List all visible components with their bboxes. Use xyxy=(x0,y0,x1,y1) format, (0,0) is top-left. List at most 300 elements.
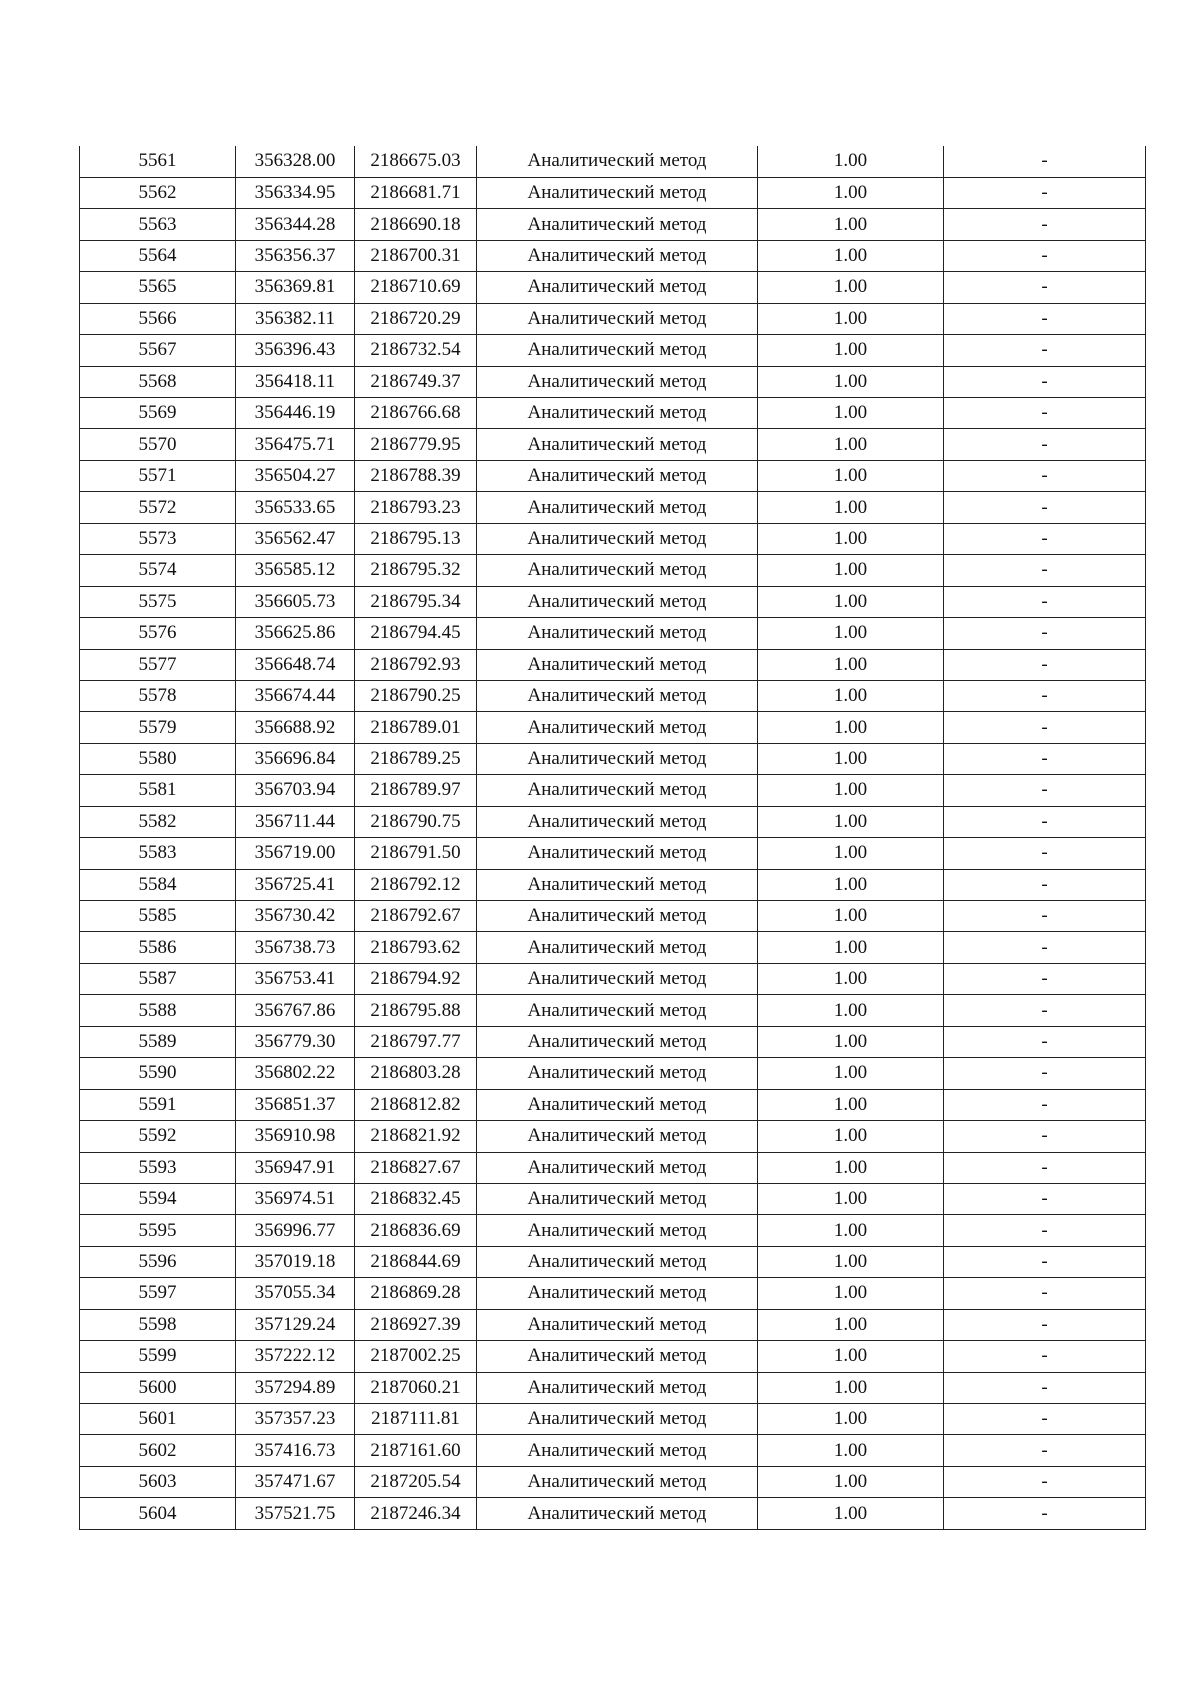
method-cell: Аналитический метод xyxy=(477,1121,758,1152)
point-number-cell: 5563 xyxy=(80,209,236,240)
precision-cell: 1.00 xyxy=(758,1309,944,1340)
y-coordinate-cell: 2186797.77 xyxy=(355,1026,477,1057)
precision-cell: 1.00 xyxy=(758,932,944,963)
precision-cell: 1.00 xyxy=(758,1498,944,1529)
table-row xyxy=(80,429,1146,460)
method-cell: Аналитический метод xyxy=(477,1215,758,1246)
method-cell: Аналитический метод xyxy=(477,680,758,711)
description-cell: - xyxy=(944,272,1146,303)
y-coordinate-cell: 2186690.18 xyxy=(355,209,477,240)
x-coordinate-cell: 357416.73 xyxy=(236,1435,355,1466)
y-coordinate-cell: 2186793.62 xyxy=(355,932,477,963)
y-coordinate-cell: 2186827.67 xyxy=(355,1152,477,1183)
table-row xyxy=(80,963,1146,994)
method-cell: Аналитический метод xyxy=(477,1026,758,1057)
x-coordinate-cell: 356475.71 xyxy=(236,429,355,460)
precision-cell: 1.00 xyxy=(758,1026,944,1057)
table-row xyxy=(80,177,1146,208)
y-coordinate-cell: 2187002.25 xyxy=(355,1341,477,1372)
table-row xyxy=(80,1246,1146,1277)
precision-cell: 1.00 xyxy=(758,398,944,429)
point-number-cell: 5597 xyxy=(80,1278,236,1309)
x-coordinate-cell: 356396.43 xyxy=(236,335,355,366)
description-cell: - xyxy=(944,1309,1146,1340)
y-coordinate-cell: 2187111.81 xyxy=(355,1404,477,1435)
point-number-cell: 5564 xyxy=(80,240,236,271)
point-number-cell: 5567 xyxy=(80,335,236,366)
y-coordinate-cell: 2186792.67 xyxy=(355,901,477,932)
method-cell: Аналитический метод xyxy=(477,1183,758,1214)
point-number-cell: 5582 xyxy=(80,806,236,837)
method-cell: Аналитический метод xyxy=(477,492,758,523)
y-coordinate-cell: 2186792.12 xyxy=(355,869,477,900)
method-cell: Аналитический метод xyxy=(477,555,758,586)
precision-cell: 1.00 xyxy=(758,618,944,649)
description-cell: - xyxy=(944,806,1146,837)
x-coordinate-cell: 356562.47 xyxy=(236,523,355,554)
description-cell: - xyxy=(944,146,1146,177)
precision-cell: 1.00 xyxy=(758,1246,944,1277)
precision-cell: 1.00 xyxy=(758,680,944,711)
description-cell: - xyxy=(944,555,1146,586)
description-cell: - xyxy=(944,680,1146,711)
precision-cell: 1.00 xyxy=(758,1089,944,1120)
description-cell: - xyxy=(944,901,1146,932)
table-row xyxy=(80,523,1146,554)
y-coordinate-cell: 2186790.25 xyxy=(355,680,477,711)
table-row xyxy=(80,460,1146,491)
point-number-cell: 5570 xyxy=(80,429,236,460)
precision-cell: 1.00 xyxy=(758,1121,944,1152)
table-row xyxy=(80,1466,1146,1497)
precision-cell: 1.00 xyxy=(758,209,944,240)
x-coordinate-cell: 356369.81 xyxy=(236,272,355,303)
precision-cell: 1.00 xyxy=(758,869,944,900)
precision-cell: 1.00 xyxy=(758,1215,944,1246)
method-cell: Аналитический метод xyxy=(477,649,758,680)
y-coordinate-cell: 2186832.45 xyxy=(355,1183,477,1214)
point-number-cell: 5568 xyxy=(80,366,236,397)
y-coordinate-cell: 2186795.32 xyxy=(355,555,477,586)
y-coordinate-cell: 2186791.50 xyxy=(355,838,477,869)
x-coordinate-cell: 356504.27 xyxy=(236,460,355,491)
y-coordinate-cell: 2186779.95 xyxy=(355,429,477,460)
x-coordinate-cell: 356753.41 xyxy=(236,963,355,994)
method-cell: Аналитический метод xyxy=(477,272,758,303)
x-coordinate-cell: 356533.65 xyxy=(236,492,355,523)
point-number-cell: 5601 xyxy=(80,1404,236,1435)
point-number-cell: 5585 xyxy=(80,901,236,932)
precision-cell: 1.00 xyxy=(758,335,944,366)
table-row xyxy=(80,335,1146,366)
x-coordinate-cell: 357055.34 xyxy=(236,1278,355,1309)
y-coordinate-cell: 2186793.23 xyxy=(355,492,477,523)
table-row xyxy=(80,586,1146,617)
method-cell: Аналитический метод xyxy=(477,806,758,837)
precision-cell: 1.00 xyxy=(758,366,944,397)
y-coordinate-cell: 2186710.69 xyxy=(355,272,477,303)
x-coordinate-cell: 356625.86 xyxy=(236,618,355,649)
x-coordinate-cell: 356711.44 xyxy=(236,806,355,837)
x-coordinate-cell: 356648.74 xyxy=(236,649,355,680)
description-cell: - xyxy=(944,995,1146,1026)
x-coordinate-cell: 356730.42 xyxy=(236,901,355,932)
y-coordinate-cell: 2186795.88 xyxy=(355,995,477,1026)
x-coordinate-cell: 356334.95 xyxy=(236,177,355,208)
point-number-cell: 5588 xyxy=(80,995,236,1026)
table-row xyxy=(80,1372,1146,1403)
y-coordinate-cell: 2187205.54 xyxy=(355,1466,477,1497)
point-number-cell: 5569 xyxy=(80,398,236,429)
method-cell: Аналитический метод xyxy=(477,1309,758,1340)
table-row xyxy=(80,1058,1146,1089)
precision-cell: 1.00 xyxy=(758,649,944,680)
precision-cell: 1.00 xyxy=(758,901,944,932)
precision-cell: 1.00 xyxy=(758,523,944,554)
table-row xyxy=(80,649,1146,680)
x-coordinate-cell: 356738.73 xyxy=(236,932,355,963)
method-cell: Аналитический метод xyxy=(477,209,758,240)
precision-cell: 1.00 xyxy=(758,1404,944,1435)
method-cell: Аналитический метод xyxy=(477,1278,758,1309)
y-coordinate-cell: 2186795.34 xyxy=(355,586,477,617)
table-row xyxy=(80,1026,1146,1057)
description-cell: - xyxy=(944,1026,1146,1057)
point-number-cell: 5600 xyxy=(80,1372,236,1403)
table-row xyxy=(80,995,1146,1026)
table-row xyxy=(80,146,1146,177)
precision-cell: 1.00 xyxy=(758,775,944,806)
x-coordinate-cell: 356382.11 xyxy=(236,303,355,334)
table-row xyxy=(80,1435,1146,1466)
method-cell: Аналитический метод xyxy=(477,146,758,177)
point-number-cell: 5571 xyxy=(80,460,236,491)
method-cell: Аналитический метод xyxy=(477,523,758,554)
table-row xyxy=(80,1183,1146,1214)
x-coordinate-cell: 356674.44 xyxy=(236,680,355,711)
precision-cell: 1.00 xyxy=(758,1372,944,1403)
x-coordinate-cell: 356725.41 xyxy=(236,869,355,900)
description-cell: - xyxy=(944,398,1146,429)
point-number-cell: 5562 xyxy=(80,177,236,208)
point-number-cell: 5566 xyxy=(80,303,236,334)
precision-cell: 1.00 xyxy=(758,492,944,523)
description-cell: - xyxy=(944,1215,1146,1246)
table-row xyxy=(80,1215,1146,1246)
point-number-cell: 5581 xyxy=(80,775,236,806)
point-number-cell: 5584 xyxy=(80,869,236,900)
method-cell: Аналитический метод xyxy=(477,1372,758,1403)
precision-cell: 1.00 xyxy=(758,806,944,837)
point-number-cell: 5602 xyxy=(80,1435,236,1466)
y-coordinate-cell: 2186789.01 xyxy=(355,712,477,743)
point-number-cell: 5575 xyxy=(80,586,236,617)
description-cell: - xyxy=(944,1498,1146,1529)
table-row xyxy=(80,680,1146,711)
x-coordinate-cell: 356910.98 xyxy=(236,1121,355,1152)
y-coordinate-cell: 2186749.37 xyxy=(355,366,477,397)
x-coordinate-cell: 356703.94 xyxy=(236,775,355,806)
y-coordinate-cell: 2186821.92 xyxy=(355,1121,477,1152)
y-coordinate-cell: 2187060.21 xyxy=(355,1372,477,1403)
table-row xyxy=(80,869,1146,900)
x-coordinate-cell: 356356.37 xyxy=(236,240,355,271)
description-cell: - xyxy=(944,1435,1146,1466)
description-cell: - xyxy=(944,1246,1146,1277)
y-coordinate-cell: 2186795.13 xyxy=(355,523,477,554)
table-row xyxy=(80,1152,1146,1183)
method-cell: Аналитический метод xyxy=(477,398,758,429)
table-row xyxy=(80,901,1146,932)
point-number-cell: 5574 xyxy=(80,555,236,586)
method-cell: Аналитический метод xyxy=(477,366,758,397)
x-coordinate-cell: 357222.12 xyxy=(236,1341,355,1372)
point-number-cell: 5599 xyxy=(80,1341,236,1372)
point-number-cell: 5593 xyxy=(80,1152,236,1183)
description-cell: - xyxy=(944,523,1146,554)
method-cell: Аналитический метод xyxy=(477,932,758,963)
method-cell: Аналитический метод xyxy=(477,1152,758,1183)
y-coordinate-cell: 2186681.71 xyxy=(355,177,477,208)
x-coordinate-cell: 356446.19 xyxy=(236,398,355,429)
table-row xyxy=(80,618,1146,649)
precision-cell: 1.00 xyxy=(758,712,944,743)
x-coordinate-cell: 356996.77 xyxy=(236,1215,355,1246)
point-number-cell: 5583 xyxy=(80,838,236,869)
method-cell: Аналитический метод xyxy=(477,1435,758,1466)
y-coordinate-cell: 2186803.28 xyxy=(355,1058,477,1089)
precision-cell: 1.00 xyxy=(758,429,944,460)
description-cell: - xyxy=(944,838,1146,869)
point-number-cell: 5580 xyxy=(80,743,236,774)
y-coordinate-cell: 2186788.39 xyxy=(355,460,477,491)
table-row xyxy=(80,366,1146,397)
description-cell: - xyxy=(944,586,1146,617)
method-cell: Аналитический метод xyxy=(477,743,758,774)
method-cell: Аналитический метод xyxy=(477,775,758,806)
precision-cell: 1.00 xyxy=(758,460,944,491)
method-cell: Аналитический метод xyxy=(477,1058,758,1089)
point-number-cell: 5598 xyxy=(80,1309,236,1340)
description-cell: - xyxy=(944,240,1146,271)
point-number-cell: 5573 xyxy=(80,523,236,554)
y-coordinate-cell: 2186675.03 xyxy=(355,146,477,177)
point-number-cell: 5565 xyxy=(80,272,236,303)
description-cell: - xyxy=(944,1372,1146,1403)
x-coordinate-cell: 357294.89 xyxy=(236,1372,355,1403)
precision-cell: 1.00 xyxy=(758,303,944,334)
y-coordinate-cell: 2186812.82 xyxy=(355,1089,477,1120)
y-coordinate-cell: 2187161.60 xyxy=(355,1435,477,1466)
table-row xyxy=(80,240,1146,271)
x-coordinate-cell: 356719.00 xyxy=(236,838,355,869)
point-number-cell: 5576 xyxy=(80,618,236,649)
description-cell: - xyxy=(944,1183,1146,1214)
table-row xyxy=(80,743,1146,774)
precision-cell: 1.00 xyxy=(758,995,944,1026)
method-cell: Аналитический метод xyxy=(477,995,758,1026)
point-number-cell: 5587 xyxy=(80,963,236,994)
point-number-cell: 5589 xyxy=(80,1026,236,1057)
y-coordinate-cell: 2186766.68 xyxy=(355,398,477,429)
x-coordinate-cell: 357019.18 xyxy=(236,1246,355,1277)
x-coordinate-cell: 357129.24 xyxy=(236,1309,355,1340)
point-number-cell: 5561 xyxy=(80,146,236,177)
precision-cell: 1.00 xyxy=(758,1278,944,1309)
description-cell: - xyxy=(944,366,1146,397)
description-cell: - xyxy=(944,1278,1146,1309)
method-cell: Аналитический метод xyxy=(477,869,758,900)
table-row xyxy=(80,1278,1146,1309)
precision-cell: 1.00 xyxy=(758,963,944,994)
description-cell: - xyxy=(944,1341,1146,1372)
description-cell: - xyxy=(944,1152,1146,1183)
description-cell: - xyxy=(944,209,1146,240)
description-cell: - xyxy=(944,1058,1146,1089)
table-row xyxy=(80,1404,1146,1435)
method-cell: Аналитический метод xyxy=(477,618,758,649)
y-coordinate-cell: 2186790.75 xyxy=(355,806,477,837)
method-cell: Аналитический метод xyxy=(477,712,758,743)
point-number-cell: 5595 xyxy=(80,1215,236,1246)
table-row xyxy=(80,1089,1146,1120)
description-cell: - xyxy=(944,712,1146,743)
precision-cell: 1.00 xyxy=(758,146,944,177)
precision-cell: 1.00 xyxy=(758,838,944,869)
table-row xyxy=(80,1121,1146,1152)
table-row xyxy=(80,1309,1146,1340)
x-coordinate-cell: 356802.22 xyxy=(236,1058,355,1089)
y-coordinate-cell: 2186836.69 xyxy=(355,1215,477,1246)
x-coordinate-cell: 357521.75 xyxy=(236,1498,355,1529)
point-number-cell: 5604 xyxy=(80,1498,236,1529)
y-coordinate-cell: 2186794.92 xyxy=(355,963,477,994)
x-coordinate-cell: 356328.00 xyxy=(236,146,355,177)
description-cell: - xyxy=(944,649,1146,680)
table-row xyxy=(80,775,1146,806)
y-coordinate-cell: 2186789.25 xyxy=(355,743,477,774)
table-row xyxy=(80,209,1146,240)
description-cell: - xyxy=(944,460,1146,491)
coordinates-table-body xyxy=(80,146,1146,1529)
precision-cell: 1.00 xyxy=(758,586,944,617)
precision-cell: 1.00 xyxy=(758,1183,944,1214)
description-cell: - xyxy=(944,618,1146,649)
x-coordinate-cell: 357357.23 xyxy=(236,1404,355,1435)
method-cell: Аналитический метод xyxy=(477,1246,758,1277)
method-cell: Аналитический метод xyxy=(477,240,758,271)
y-coordinate-cell: 2186869.28 xyxy=(355,1278,477,1309)
point-number-cell: 5590 xyxy=(80,1058,236,1089)
table-row xyxy=(80,806,1146,837)
precision-cell: 1.00 xyxy=(758,240,944,271)
method-cell: Аналитический метод xyxy=(477,963,758,994)
description-cell: - xyxy=(944,1466,1146,1497)
method-cell: Аналитический метод xyxy=(477,838,758,869)
method-cell: Аналитический метод xyxy=(477,1466,758,1497)
description-cell: - xyxy=(944,492,1146,523)
point-number-cell: 5572 xyxy=(80,492,236,523)
point-number-cell: 5577 xyxy=(80,649,236,680)
description-cell: - xyxy=(944,869,1146,900)
description-cell: - xyxy=(944,1089,1146,1120)
description-cell: - xyxy=(944,177,1146,208)
y-coordinate-cell: 2186720.29 xyxy=(355,303,477,334)
point-number-cell: 5591 xyxy=(80,1089,236,1120)
precision-cell: 1.00 xyxy=(758,1152,944,1183)
table-row xyxy=(80,398,1146,429)
y-coordinate-cell: 2186789.97 xyxy=(355,775,477,806)
method-cell: Аналитический метод xyxy=(477,460,758,491)
precision-cell: 1.00 xyxy=(758,555,944,586)
description-cell: - xyxy=(944,1404,1146,1435)
method-cell: Аналитический метод xyxy=(477,177,758,208)
table-row xyxy=(80,272,1146,303)
description-cell: - xyxy=(944,303,1146,334)
y-coordinate-cell: 2186794.45 xyxy=(355,618,477,649)
method-cell: Аналитический метод xyxy=(477,1498,758,1529)
table-row xyxy=(80,1341,1146,1372)
table-row xyxy=(80,838,1146,869)
x-coordinate-cell: 356688.92 xyxy=(236,712,355,743)
point-number-cell: 5592 xyxy=(80,1121,236,1152)
point-number-cell: 5578 xyxy=(80,680,236,711)
point-number-cell: 5579 xyxy=(80,712,236,743)
y-coordinate-cell: 2186792.93 xyxy=(355,649,477,680)
point-number-cell: 5594 xyxy=(80,1183,236,1214)
table-row xyxy=(80,1498,1146,1529)
precision-cell: 1.00 xyxy=(758,1058,944,1089)
table-row xyxy=(80,492,1146,523)
x-coordinate-cell: 356974.51 xyxy=(236,1183,355,1214)
description-cell: - xyxy=(944,429,1146,460)
description-cell: - xyxy=(944,932,1146,963)
x-coordinate-cell: 356605.73 xyxy=(236,586,355,617)
y-coordinate-cell: 2186700.31 xyxy=(355,240,477,271)
method-cell: Аналитический метод xyxy=(477,1404,758,1435)
y-coordinate-cell: 2186844.69 xyxy=(355,1246,477,1277)
description-cell: - xyxy=(944,335,1146,366)
precision-cell: 1.00 xyxy=(758,1435,944,1466)
table-row xyxy=(80,932,1146,963)
method-cell: Аналитический метод xyxy=(477,303,758,334)
description-cell: - xyxy=(944,1121,1146,1152)
precision-cell: 1.00 xyxy=(758,177,944,208)
description-cell: - xyxy=(944,963,1146,994)
x-coordinate-cell: 356344.28 xyxy=(236,209,355,240)
precision-cell: 1.00 xyxy=(758,1466,944,1497)
x-coordinate-cell: 357471.67 xyxy=(236,1466,355,1497)
y-coordinate-cell: 2187246.34 xyxy=(355,1498,477,1529)
x-coordinate-cell: 356779.30 xyxy=(236,1026,355,1057)
table-row xyxy=(80,712,1146,743)
method-cell: Аналитический метод xyxy=(477,901,758,932)
description-cell: - xyxy=(944,775,1146,806)
x-coordinate-cell: 356585.12 xyxy=(236,555,355,586)
method-cell: Аналитический метод xyxy=(477,586,758,617)
point-number-cell: 5596 xyxy=(80,1246,236,1277)
y-coordinate-cell: 2186927.39 xyxy=(355,1309,477,1340)
coordinates-table xyxy=(79,146,1146,1530)
method-cell: Аналитический метод xyxy=(477,335,758,366)
method-cell: Аналитический метод xyxy=(477,1341,758,1372)
x-coordinate-cell: 356767.86 xyxy=(236,995,355,1026)
method-cell: Аналитический метод xyxy=(477,429,758,460)
method-cell: Аналитический метод xyxy=(477,1089,758,1120)
x-coordinate-cell: 356696.84 xyxy=(236,743,355,774)
precision-cell: 1.00 xyxy=(758,1341,944,1372)
description-cell: - xyxy=(944,743,1146,774)
